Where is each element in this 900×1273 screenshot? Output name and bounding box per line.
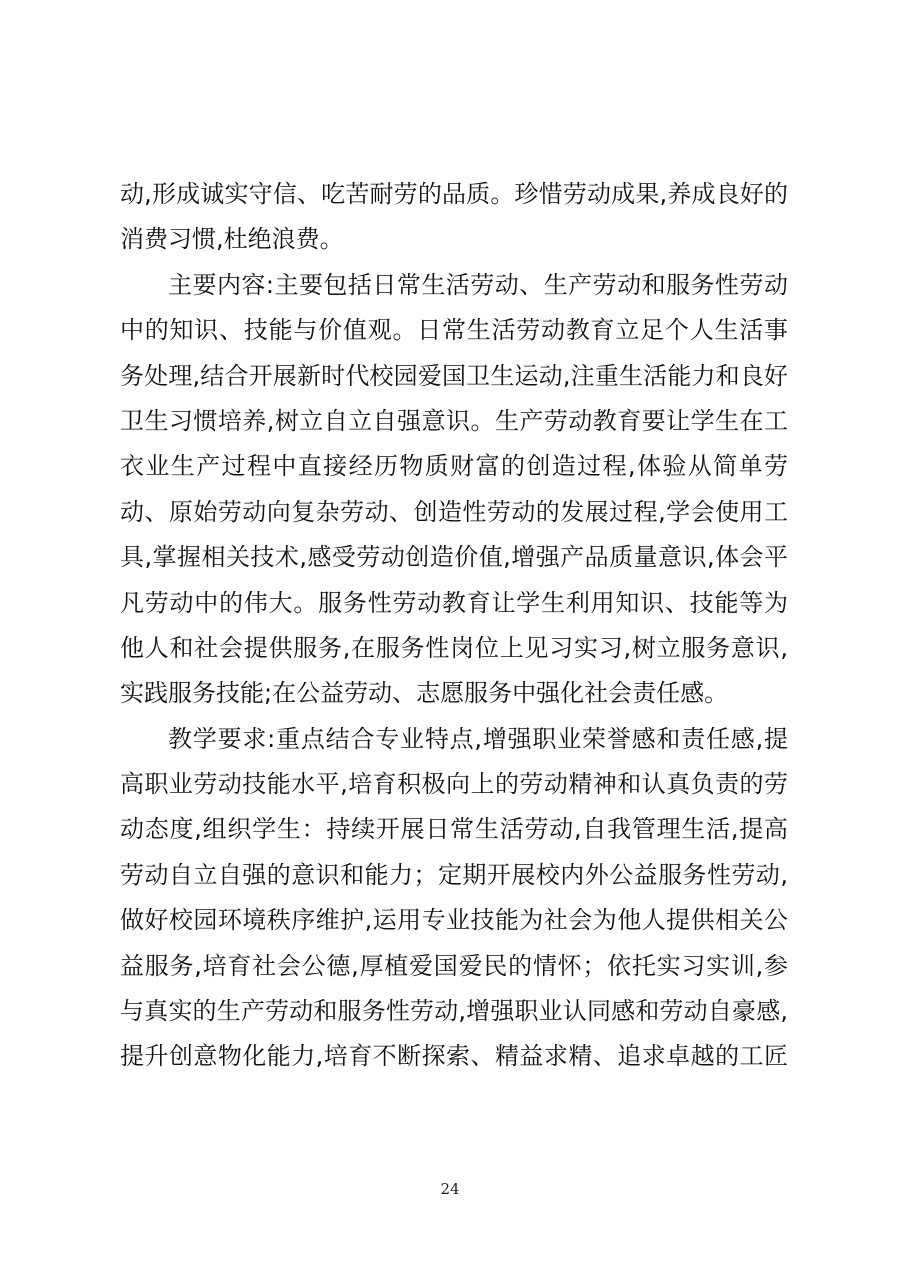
text-line: 动、原始劳动向复杂劳动、创造性劳动的发展过程,学会使用工 — [120, 497, 788, 526]
text-line: 消费习惯,杜绝浪费。 — [120, 225, 344, 254]
text-line: 教学要求:重点结合专业特点,增强职业荣誉感和责任感,提 — [168, 724, 788, 753]
text-line: 具,掌握相关技术,感受劳动创造价值,增强产品质量意识,体会平 — [120, 543, 788, 572]
text-line: 主要内容:主要包括日常生活劳动、生产劳动和服务性劳动 — [168, 270, 788, 299]
text-line: 务处理,结合开展新时代校园爱国卫生运动,注重生活能力和良好 — [120, 361, 788, 390]
text-line: 卫生习惯培养,树立自立自强意识。生产劳动教育要让学生在工 — [120, 406, 788, 435]
text-line: 动,形成诚实守信、吃苦耐劳的品质。珍惜劳动成果,养成良好的 — [120, 180, 788, 208]
text-line: 实践服务技能;在公益劳动、志愿服务中强化社会责任感。 — [120, 679, 729, 708]
text-line: 益服务,培育社会公德,厚植爱国爱民的情怀；依托实习实训,参 — [120, 951, 788, 980]
text-line: 中的知识、技能与价值观。日常生活劳动教育立足个人生活事 — [120, 316, 788, 345]
paragraph-3 — [120, 717, 788, 1080]
text-line: 衣业生产过程中直接经历物质财富的创造过程,体验从简单劳 — [120, 452, 788, 481]
text-line: 动态度,组织学生：持续开展日常生活劳动,自我管理生活,提高 — [120, 815, 788, 844]
text-line: 提升创意物化能力,培育不断探索、精益求精、追求卓越的工匠 — [120, 1042, 788, 1071]
text-line: 凡劳动中的伟大。服务性劳动教育让学生利用知识、技能等为 — [120, 588, 788, 617]
text-line: 劳动自立自强的意识和能力；定期开展校内外公益服务性劳动, — [120, 860, 788, 889]
page-number: 24 — [440, 1180, 460, 1198]
body-text — [120, 172, 788, 1080]
paragraph-2 — [120, 263, 788, 717]
text-line: 他人和社会提供服务,在服务性岗位上见习实习,树立服务意识, — [120, 633, 788, 662]
text-line: 与真实的生产劳动和服务性劳动,增强职业认同感和劳动自豪感, — [120, 997, 788, 1026]
text-line: 高职业劳动技能水平,培育积极向上的劳动精神和认真负责的劳 — [120, 770, 788, 799]
text-line: 做好校园环境秩序维护,运用专业技能为社会为他人提供相关公 — [120, 906, 788, 935]
paragraph-1 — [120, 172, 788, 263]
